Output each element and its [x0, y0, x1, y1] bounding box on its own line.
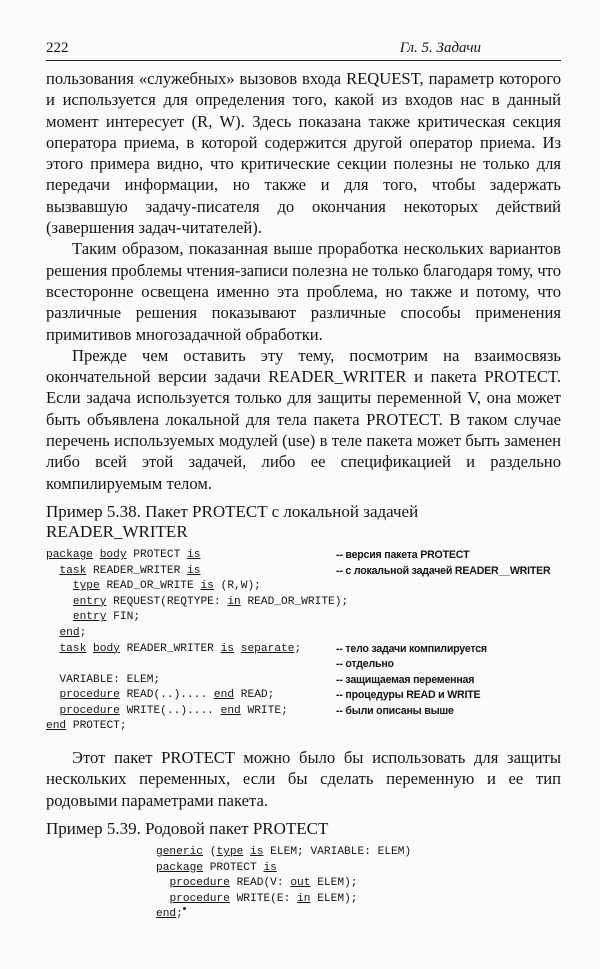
code-line: [156, 861, 561, 877]
code-text: procedure READ(..).... end READ;: [59, 689, 275, 702]
example-2-caption: Пример 5.39. Родовой пакет PROTECT: [46, 818, 329, 838]
code-text: procedure READ(V: out ELEM);: [169, 877, 358, 890]
code-text: VARIABLE: ELEM;: [46, 673, 161, 686]
code-text: entry FIN;: [72, 611, 141, 624]
main-text: [46, 68, 561, 494]
main-text-2: [46, 747, 561, 811]
code-line: [46, 610, 561, 626]
paragraph-4: Этот пакет PROTECT можно было бы использовать для защиты нескольких переменных, если бы сделать переменную и ее тип родовыми параметрами пакета.: [46, 748, 561, 810]
code-text: type READ_OR_WRITE is (R,W);: [72, 580, 261, 593]
code-text: package PROTECT is: [156, 861, 277, 874]
code-text: task body READER_WRITER is separate;: [59, 642, 302, 655]
code-text: package body PROTECT is: [46, 548, 201, 561]
example-1-code: [46, 548, 561, 735]
code-text: procedure WRITE(..).... end WRITE;: [59, 704, 288, 717]
code-line: [156, 892, 561, 908]
code-text: generic (type is ELEM; VARIABLE: ELEM): [156, 845, 412, 858]
code-text: end;: [156, 908, 183, 921]
code-line: [156, 876, 561, 892]
example-1-caption: Пример 5.38. Пакет PROTECT с локальной задачей READER_WRITER: [46, 501, 419, 541]
paragraph-1: пользования «служебных» вызовов входа REQUEST, параметр которого и используется для определения того, какой из входов нас в данный момент интересует (R, W). Здесь показана также критическая секция оператора приема, в которой содержится другой оператор приема. Из этого примера видно, что критические секции полезны не только для передачи информации, но также и для того, чтобы задержать вызвавшую задачу-писателя до окончания некоторых действий (завершения задач-читателей).: [46, 69, 561, 238]
code-line: [46, 548, 561, 564]
code-comment: -- защищаемая переменная: [336, 673, 475, 686]
page-number: 222: [46, 40, 69, 56]
paragraph-2: Таким образом, показанная выше проработка нескольких вариантов решения проблемы чтения-записи полезна не только благодаря тому, что всесторонне освещена именно эта проблема, но также и потому, что различные решения показывают различные способы применения примитивов многозадачной обработки.: [46, 239, 561, 344]
code-line: [46, 564, 561, 580]
code-text: entry REQUEST(REQTYPE: in READ_OR_WRITE);: [72, 595, 349, 608]
code-text: end PROTECT;: [46, 720, 127, 733]
code-comment: -- версия пакета PROTECT: [336, 548, 470, 561]
code-comment: -- отдельно: [336, 658, 394, 671]
code-line: [46, 657, 561, 673]
code-line: [46, 719, 561, 735]
code-text: end;: [59, 626, 87, 639]
paragraph-3: Прежде чем оставить эту тему, посмотрим на взаимосвязь окончательной версии задачи READER_WRITER и пакета PROTECT. Если задача используется только для защиты переменной V, она может быть объявлена локальной для тела пакета PROTECT. В таком случае перечень используемых модулей (use) в теле пакета может быть заменен либо всей этой задачей, либо ее спецификацией и раздельно компилируемым телом.: [46, 345, 561, 493]
code-line: [46, 688, 561, 704]
code-line: [156, 907, 561, 923]
code-comment: -- тело задачи компилируется: [336, 642, 487, 655]
code-comment: -- с локальной задачей READER__WRITER: [336, 564, 551, 577]
code-line: [46, 579, 561, 595]
code-line: [46, 626, 561, 642]
code-text: [46, 657, 336, 673]
code-line: [46, 673, 561, 689]
code-line: [156, 845, 561, 861]
running-title: Гл. 5. Задачи: [399, 40, 481, 56]
page-header: [46, 40, 561, 61]
code-line: [46, 595, 561, 611]
code-line: [46, 704, 561, 720]
code-line: [46, 642, 561, 658]
code-text: procedure WRITE(E: in ELEM);: [169, 892, 358, 905]
example-2-code: [156, 845, 561, 923]
code-comment: -- были описаны выше: [336, 704, 454, 717]
code-text: task READER_WRITER is: [59, 564, 201, 577]
code-comment: -- процедуры READ и WRITE: [336, 689, 481, 702]
ink-speck: [183, 907, 186, 910]
book-page: [46, 40, 561, 923]
